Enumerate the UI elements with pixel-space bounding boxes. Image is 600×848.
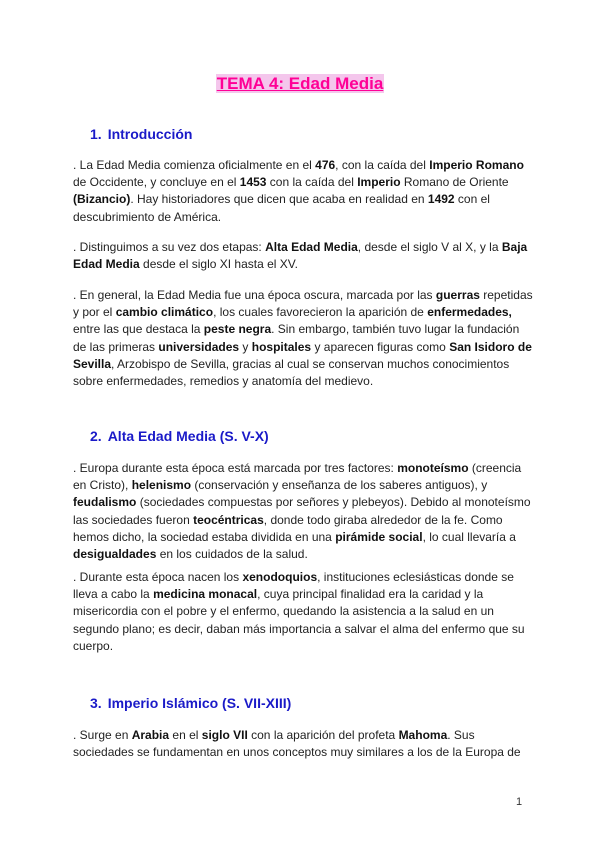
bold-term: 1492 [427, 192, 455, 207]
paragraph [73, 460, 533, 563]
text-run: de Occidente, y concluye en el [73, 175, 240, 190]
bold-term: siglo VII [201, 728, 248, 742]
text-run: entre las que destaca la [73, 322, 204, 337]
bold-term: desigualdades [73, 547, 157, 562]
bold-term: Mahoma [398, 728, 448, 742]
bold-term: xenodoquios [242, 570, 318, 584]
text-run: . Sin embargo, también tuvo lugar la fundación de las primeras [73, 322, 520, 354]
text-run: , con la caída del [335, 158, 430, 172]
text-run: con la aparición del profeta [247, 728, 399, 742]
bold-term: (Bizancio) [73, 192, 131, 207]
text-run: (conservación y enseñanza de los saberes antiguos), y [191, 478, 488, 493]
bold-term: Arabia [131, 728, 170, 742]
bold-term: Alta Edad Media [265, 240, 358, 254]
text-run: . Hay historiadores que dicen que acaba en realidad en [130, 192, 428, 207]
bold-term: San Isidoro de Sevilla [73, 339, 532, 371]
title-text: TEMA 4: Edad Media [216, 74, 384, 93]
text-run: . Durante esta época nacen los [73, 570, 243, 584]
text-run: repetidas y por el [73, 288, 533, 320]
paragraph [73, 157, 533, 226]
text-run: (sociedades compuestas por señores y plebeyos). Debido al monoteísmo las sociedades fueron [73, 495, 531, 527]
text-run: (creencia en Cristo), [73, 461, 522, 493]
text-run: , instituciones eclesiásticas donde se lleva a cabo la [73, 570, 514, 602]
bold-term: Imperio Romano [429, 158, 524, 172]
section-number: 3. [90, 695, 102, 711]
bold-term: enfermedades, [427, 305, 512, 320]
section-heading-introduccion [90, 126, 192, 142]
text-run: . Europa durante esta época está marcada por tres factores: [73, 461, 398, 475]
text-run: . Distinguimos a su vez dos etapas: [73, 240, 266, 254]
bold-term: hospitales [251, 339, 312, 354]
text-run: , los cuales favorecieron la aparición de [213, 305, 428, 320]
text-run: , desde el siglo V al X, y la [357, 240, 502, 254]
paragraph [73, 287, 533, 390]
bold-term: 476 [315, 158, 336, 172]
text-run: con la caída del [266, 175, 358, 190]
paragraph [73, 569, 533, 655]
section-number: 1. [90, 126, 102, 142]
bold-term: helenismo [131, 478, 192, 493]
bold-term: universidades [158, 339, 240, 354]
section-heading-alta-edad-media [90, 428, 269, 444]
bold-term: feudalismo [73, 495, 137, 510]
page-number: 1 [516, 796, 523, 808]
bold-term: 1453 [239, 175, 267, 190]
paragraph [73, 727, 533, 761]
bold-term: monoteísmo [397, 461, 469, 475]
text-run: Romano de Oriente [400, 175, 509, 190]
bold-term: cambio climático [115, 305, 214, 320]
bold-term: Imperio [357, 175, 401, 190]
section-heading-imperio-islamico [90, 695, 291, 711]
bold-term: medicina monacal [153, 587, 258, 602]
text-run: . Sus sociedades se fundamentan en unos conceptos muy similares a los de la Europa de [73, 728, 521, 760]
text-run: , cuya principal finalidad era la caridad y la misericordia con el pobre y el enfermo, quedando la asistencia a la salud en un segundo plano; es decir, daban más importancia a salvar el alma del enfermo que su cuerpo. [73, 587, 525, 653]
bold-term: teocéntricas [193, 512, 264, 527]
bold-term: Baja Edad Media [73, 240, 528, 272]
text-run: en el [169, 728, 202, 742]
text-run: . Surge en [73, 728, 132, 742]
text-run: y [239, 339, 252, 354]
document-title [0, 74, 600, 94]
text-run: , Arzobispo de Sevilla, gracias al cual se conservan muchos conocimientos sobre enfermedades, remedios y anatomía del medievo. [73, 356, 510, 389]
text-run: . La Edad Media comienza oficialmente en el [73, 158, 316, 172]
bold-term: guerras [435, 288, 480, 302]
text-run: y aparecen figuras como [311, 339, 450, 354]
paragraph [73, 239, 533, 273]
text-run: , donde todo giraba alrededor de la fe. Como hemos dicho, la sociedad estaba dividida en una [73, 512, 503, 544]
text-run: , lo cual llevaría a [422, 529, 516, 544]
section-title: Introducción [107, 126, 193, 142]
section-number: 2. [90, 428, 102, 444]
bold-term: peste negra [203, 322, 272, 337]
section-title: Imperio Islámico (S. VII-XIII) [107, 695, 292, 711]
section-title: Alta Edad Media (S. V-X) [107, 428, 269, 444]
bold-term: pirámide social [335, 529, 423, 544]
text-run: desde el siglo XI hasta el XV. [139, 257, 299, 272]
text-run: . En general, la Edad Media fue una época oscura, marcada por las [73, 288, 436, 302]
text-run: en los cuidados de la salud. [156, 547, 308, 562]
text-run: con el descubrimiento de América. [73, 192, 490, 224]
